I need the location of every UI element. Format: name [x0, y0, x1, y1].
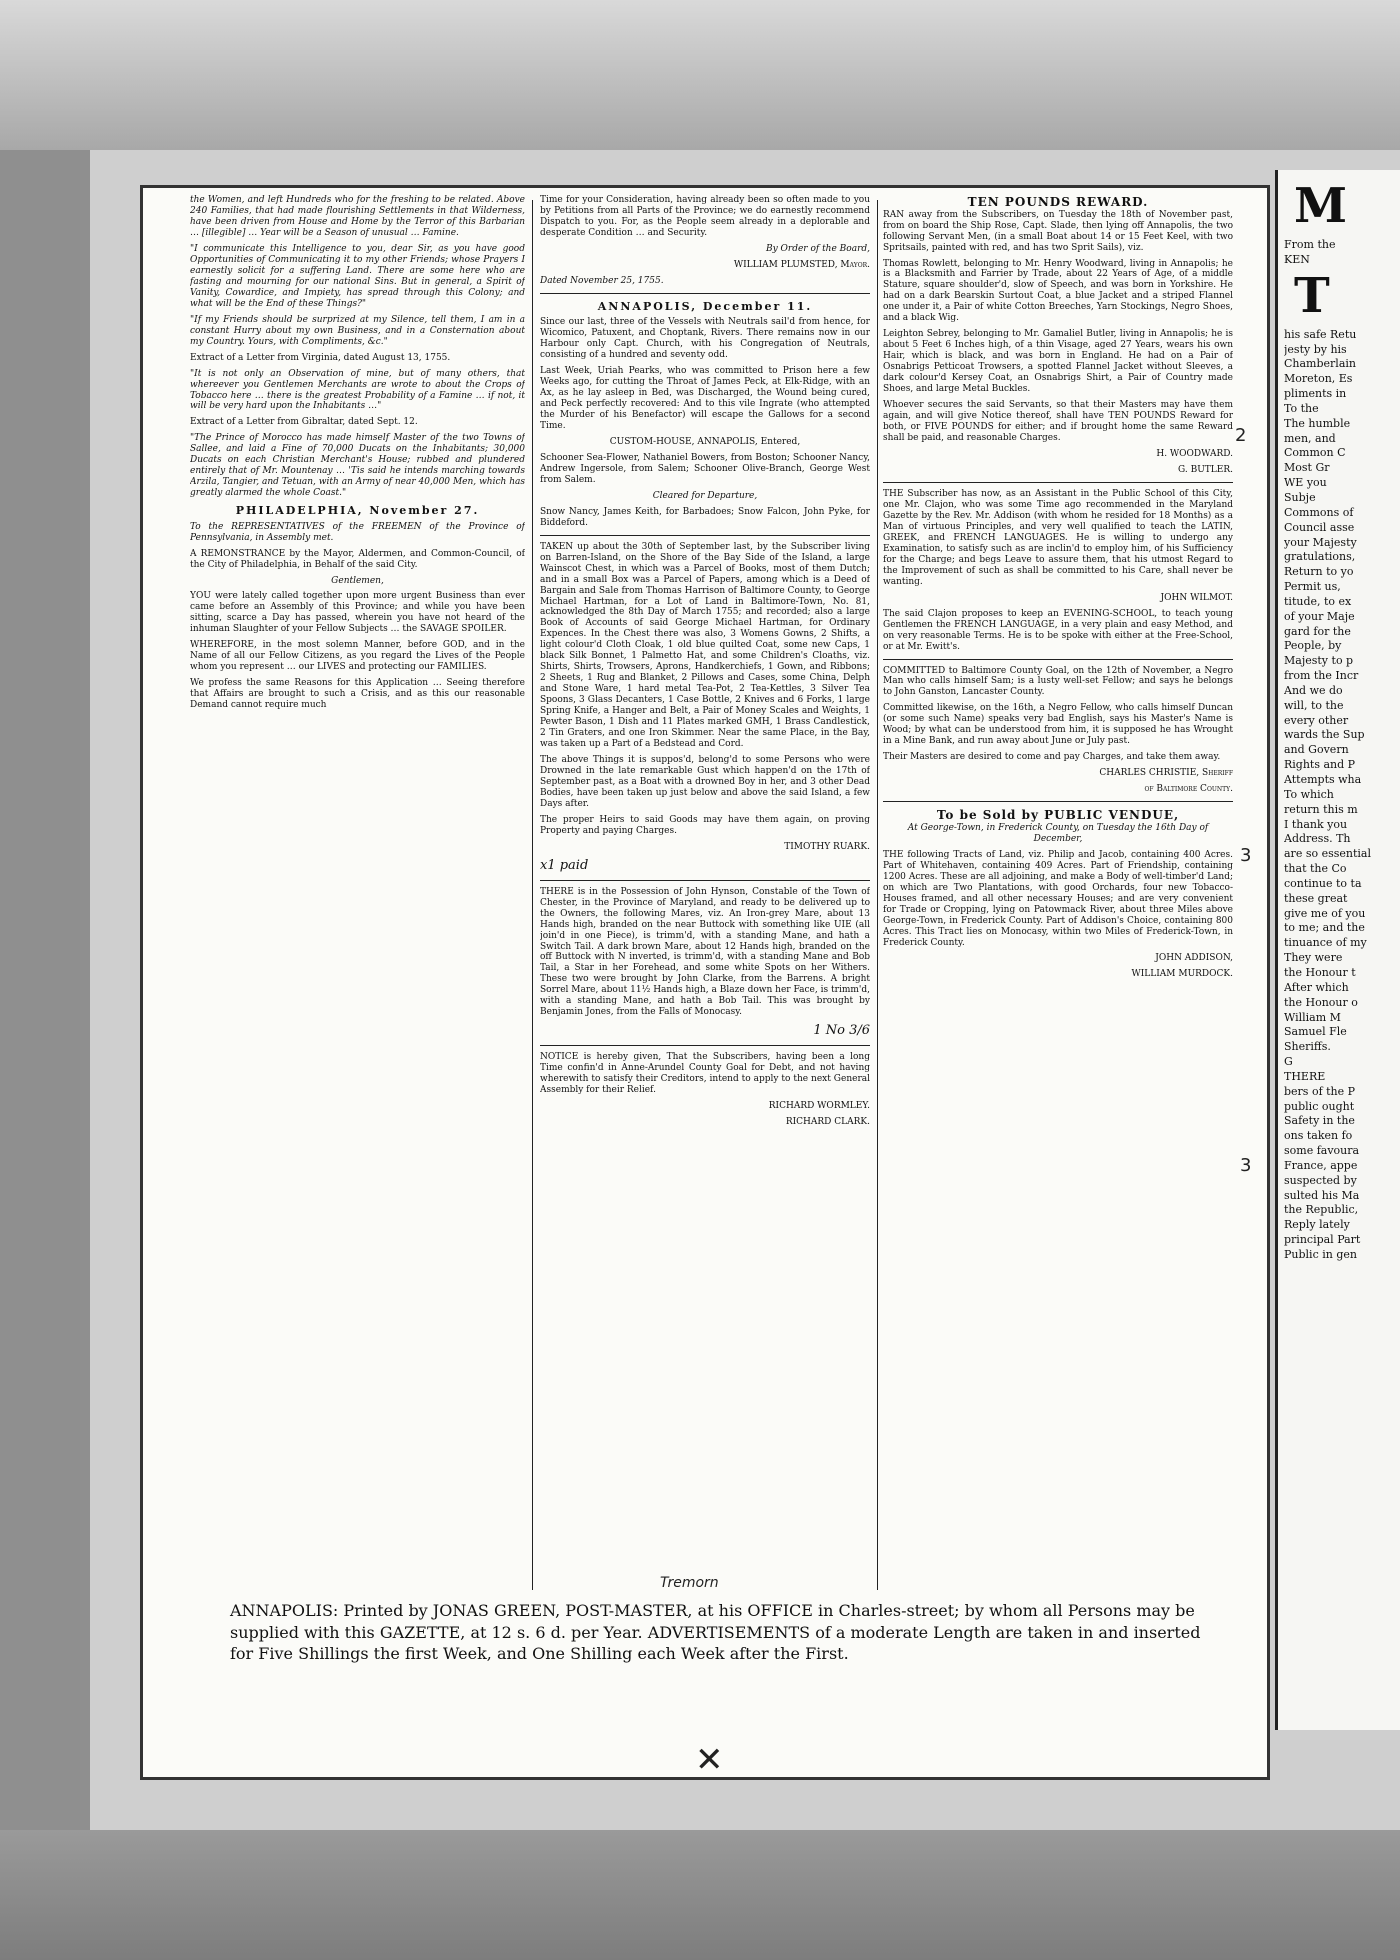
facing-page-masthead-letter: M [1294, 178, 1348, 234]
reward-p3: Leighton Sebrey, belonging to Mr. Gamaliel Butler, living in Annapolis; he is about 5 Feet 6 Inches high, of a thin Visage, aged 27 Years, wears his own Hair, which is black, and was born in England. He had on a Pair of Osnabrigs Petticoat Trowsers, a spotted Flannel Jacket without Sleeves, a dark colour'd Kersey Coat, an Osnabrigs Shirt, a Pair of Country made Shoes, and large Metal Buckles. [883, 329, 1233, 395]
facing-page-line: public ought [1284, 1099, 1355, 1113]
facing-page-line: Subje [1284, 490, 1316, 504]
facing-page-drop-letter: T [1294, 267, 1330, 324]
facing-page-line: jesty by his [1284, 342, 1347, 356]
newspaper-page [140, 185, 1270, 1780]
facing-page-line: KEN [1284, 252, 1310, 266]
reward-body: RAN away from the Subscribers, on Tuesday the 18th of November past, from on board the Ship Rose, Capt. Slade, then lying off Annapolis, the two following Servant Men, (in a small Boat about 14 or 15 Feet Keel, with two Spritsails, painted with red, and has two Sprit Sails), viz. [883, 209, 1233, 253]
facing-page-line: will, to the [1284, 698, 1344, 712]
col1-letter-p2: "If my Friends should be surprized at my Silence, tell them, I am in a constant Hurry about my own Business, and in a Consternation about my Country. Yours, with Compliments, &c." [190, 314, 525, 347]
facing-page-line: continue to ta [1284, 876, 1362, 890]
facing-page-line: Commons of [1284, 505, 1354, 519]
virginia-heading: Extract of a Letter from Virginia, dated August 13, 1755. [190, 352, 451, 363]
facing-page-line: Safety in the [1284, 1114, 1355, 1128]
school-signature: JOHN WILMOT. [1160, 592, 1233, 603]
facing-page-line: Reply lately [1284, 1218, 1350, 1232]
vendue-signature-2: WILLIAM MURDOCK. [1131, 969, 1233, 980]
facing-page-line: Majesty to p [1284, 654, 1354, 668]
annapolis-p1: Since our last, three of the Vessels with Neutrals sail'd from hence, for Wicomico, Patuxent, and Choptank, Rivers. There remains now in our Harbour only Capt. Church, with his Congregation of Neutrals, consisting of a hundred and seventy odd. [540, 317, 870, 361]
facing-page-line: William M [1284, 1010, 1341, 1024]
vendue-title: To be Sold by PUBLIC VENDUE, [936, 808, 1180, 823]
rule [540, 1045, 870, 1046]
facing-page-line: to me; and the [1284, 921, 1365, 935]
facing-page-lines-2 [1284, 328, 1397, 1263]
facing-page-line: gratulations, [1284, 550, 1356, 564]
board-order: By Order of the Board, [765, 243, 870, 254]
facing-page-line: of your Maje [1284, 609, 1355, 623]
rule [540, 535, 870, 536]
reward-p2: Thomas Rowlett, belonging to Mr. Henry Woodward, living in Annapolis; he is a Blacksmith and Farrier by Trade, about 22 Years of Age, of a middle Stature, square shoulder'd, slow of Speech, and was born in Yorkshire. He had on a dark Bearskin Surtout Coat, a blue Jacket and a striped Flannel one under it, a Pair of white Cotton Breeches, Yarn Stockings, Negro Shoes, and a black Wig. [883, 258, 1233, 324]
col2-intro: Time for your Consideration, having already been so often made to you by Petitions from all Parts of the Province; we do earnestly recommend Dispatch to you. For, as the People seem already in a deplorable and desperate Condition … and Security. [540, 195, 870, 238]
handwritten-note: x1 paid [540, 857, 589, 873]
printer-colophon [230, 1600, 1210, 1665]
col1-intro: the Women, and left Hundreds who for the freshing to be related. Above 240 Families, that had made flourishing Settlements in that Wilderness, have been driven from House and Home by the Terror of this Barbarian … [illegible] … Year will be a Season of unusual … Famine. [190, 195, 525, 238]
facing-page-line: every other [1284, 713, 1349, 727]
facing-page-line: Attempts wha [1284, 773, 1362, 786]
rule [883, 482, 1233, 483]
facing-page-line: They were [1284, 951, 1343, 965]
facing-page-line: the Honour o [1284, 995, 1358, 1009]
taken-up-ad-2: The above Things it is suppos'd, belong'd to some Persons who were Drowned in the late remarkable Gust which happen'd on the 17th of September past, as a Boat with a drowned Boy in her, and 3 other Dead Bodies, have been taken up just below and above the said Island, a few Days after. [540, 755, 870, 809]
facing-page-line: Council asse [1284, 520, 1355, 534]
sheriff-signature-2: of Baltimore County. [1144, 784, 1233, 795]
facing-page-line: some favoura [1284, 1144, 1360, 1158]
facing-page-line: To the [1284, 401, 1319, 415]
facing-page-line: Chamberlain [1284, 357, 1356, 371]
entered-vessels: Schooner Sea-Flower, Nathaniel Bowers, from Boston; Schooner Nancy, Andrew Ingersole, from Salem; Schooner Olive-Branch, George West from Salem. [540, 452, 870, 485]
facing-page-line: The humble [1284, 416, 1351, 430]
dated-line: Dated November 25, 1755. [540, 275, 664, 286]
margin-mark-3: 3 [1240, 1155, 1252, 1176]
notice-signature-1: RICHARD WORMLEY. [768, 1101, 870, 1112]
cleared-heading: Cleared for Departure, [652, 490, 758, 501]
facing-page-line: return this m [1284, 802, 1358, 816]
facing-page-line: the Honour t [1284, 965, 1356, 979]
facing-page-line: tinuance of my [1284, 936, 1367, 950]
vendue-sub: At George-Town, in Frederick County, on Tuesday the 16th Day of December, [907, 822, 1209, 844]
facing-page-line: Address. Th [1284, 832, 1351, 846]
remonstrance-title: A REMONSTRANCE by the Mayor, Aldermen, and Common-Council, of the City of Philadelphia, in Behalf of the said City. [190, 548, 525, 570]
notice-ad: NOTICE is hereby given, That the Subscribers, having been a long Time confin'd in Anne-Arundel County Goal for Debt, and not having wherewith to satisfy their Creditors, intend to apply to the next General Assembly for their Relief. [540, 1052, 870, 1096]
facing-page-line: Return to yo [1284, 565, 1354, 579]
facing-page-lines [1284, 238, 1397, 268]
committed-p2: Committed likewise, on the 16th, a Negro Fellow, who calls himself Duncan (or some such Name) speaks very bad English, says his Master's Name is Wood; by what can be understood from him, it is supposed he has Wrought in a Mine Bank, and run away about June or July past. [883, 703, 1233, 747]
scan-background-left [0, 150, 90, 1850]
school-ad: THE Subscriber has now, as an Assistant in the Public School of this City, one Mr. Clajon, who was some Time ago recommended in the Maryland Gazette by the Rev. Mr. Addison (with whom he resided for 18 Months) as a Man of virtuous Principles, and very well qualified to teach the LATIN, GREEK, and FRENCH LANGUAGES. He is willing to undergo any Examination, to satisfy such as are inclin'd to employ him, of his Sufficiency for the Charge; and begs Leave to assure them, that his utmost Regard to the Improvement of such as shall be committed to his Care, shall never be wanting. [883, 488, 1233, 587]
cleared-vessels: Snow Nancy, James Keith, for Barbadoes; Snow Falcon, John Pyke, for Biddeford. [540, 506, 870, 528]
facing-page-line: Samuel Fle [1284, 1025, 1347, 1039]
annapolis-heading: ANNAPOLIS, December 11. [597, 299, 813, 313]
handwritten-bottom: Tremorn [660, 1575, 719, 1591]
facing-page-line: WE you [1284, 476, 1327, 490]
facing-page-line: wards the Sup [1284, 728, 1365, 742]
column-3 [883, 195, 1233, 1590]
column-divider-1 [532, 200, 533, 1590]
customs-heading: CUSTOM-HOUSE, ANNAPOLIS, Entered, [609, 436, 801, 447]
scan-background-top [0, 0, 1400, 150]
rule [540, 880, 870, 881]
facing-page-line: men, and [1284, 431, 1336, 445]
facing-page-line: Moreton, Es [1284, 372, 1353, 386]
vendue-body: THE following Tracts of Land, viz. Philip and Jacob, containing 400 Acres. Part of Whitehaven, containing 409 Acres. Part of Friendship, containing 1200 Acres. These are all adjoining, and make a Body of well-timber'd Land; on which are Two Plantations, with good Orchards, four new Tobacco-Houses framed, and all other necessary Houses; and are very convenient for Trade or Cropping, lying on Patowmack River, about three Miles above George-Town, in Frederick County. Part of Addison's Choice, containing 800 Acres. This Tract lies on Monocasy, within two Miles of Frederick-Town, in Frederick County. [883, 849, 1233, 948]
sheriff-signature-1: CHARLES CHRISTIE, Sheriff [1099, 768, 1233, 779]
facing-page [1275, 170, 1400, 1730]
facing-page-line: are so essential [1284, 847, 1371, 861]
reward-signature-2: G. BUTLER. [1178, 464, 1233, 475]
annapolis-p2: Last Week, Uriah Pearks, who was committed to Prison here a few Weeks ago, for cutting the Throat of James Peck, at Elk-Ridge, with an Ax, as he lay asleep in Bed, was Discharged, the Wound being cured, and Peck perfectly recovered: And to this vile Ingrate (who attempted the Murder of his Benefactor) will escape the Gallows for a second Time. [540, 366, 870, 431]
facing-page-body [1278, 170, 1400, 1271]
facing-page-line: I thank you [1284, 817, 1348, 831]
committed-ad: COMMITTED to Baltimore County Goal, on the 12th of November, a Negro Man who calls himself Sam; is a lusty well-set Fellow; and says he belongs to John Ganston, Lancaster County. [883, 665, 1233, 698]
facing-page-line: his safe Retu [1284, 327, 1357, 341]
remonstrance-body: YOU were lately called together upon more urgent Business than ever came before an Assembly of this Province; and while you have been sitting, scarce a Day has passed, wherein you have not heard of the inhuman Slaughter of your Fellow Subjects … the SAVAGE SPOILER. [190, 591, 525, 635]
margin-mark-2: 3 [1240, 845, 1252, 866]
rule [540, 293, 870, 294]
virginia-text: "It is not only an Observation of mine, but of many others, that whereever you Gentlemen Merchants are wrote to about the Crops of Tobacco here … there is the greatest Probability of a Famine … if not, it will be very hard upon the Inhabitants …" [190, 368, 525, 412]
facing-page-line: from the Incr [1284, 669, 1359, 683]
column-1 [190, 195, 525, 1590]
facing-page-line: Most Gr [1284, 461, 1330, 475]
facing-page-line: Common C [1284, 446, 1346, 460]
rule [883, 801, 1233, 802]
x-mark: ✕ [695, 1740, 724, 1780]
col1-letter-p1: "I communicate this Intelligence to you, dear Sir, as you have good Opportunities of Communicating it to my other Friends; whose Prayers I earnestly solicit for a suffering Land. There are some here who are fasting and mourning for our national Sins. But in general, a Spirit of Vanity, Cowardice, and Impiety, has spread through this Colony; and what will be the End of these Things?" [190, 243, 525, 309]
gibraltar-heading: Extract of a Letter from Gibraltar, dated Sept. 12. [190, 417, 418, 428]
clajon-ad: The said Clajon proposes to keep an EVENING-SCHOOL, to teach young Gentlemen the FRENCH LANGUAGE, in a very plain and easy Method, and on very reasonable Terms. He is to be spoke with either at the Free-School, or at Mr. Ewitt's. [883, 608, 1233, 652]
facing-page-line: your Majesty [1284, 535, 1357, 549]
margin-mark-1: 2 [1235, 425, 1247, 446]
facing-page-line: People, by [1284, 639, 1342, 653]
facing-page-line: Public in gen [1284, 1248, 1357, 1261]
ruark-signature: TIMOTHY RUARK. [784, 841, 870, 852]
facing-page-line: that the Co [1284, 862, 1347, 876]
facing-page-line: pliments in [1284, 387, 1347, 401]
facing-page-line: And we do [1284, 683, 1343, 697]
reward-p4: Whoever secures the said Servants, so that their Masters may have them again, and will give Notice thereof, shall have TEN POUNDS Reward for both, or FIVE POUNDS for either; and if brought home the same Reward shall be paid, and reasonable Charges. [883, 400, 1233, 444]
facing-page-line: give me of you [1284, 906, 1366, 920]
facing-page-line: titude, to ex [1284, 594, 1352, 608]
facing-page-line: Sheriffs. [1284, 1040, 1331, 1054]
facing-page-line: sulted his Ma [1284, 1188, 1360, 1202]
reward-title: TEN POUNDS REWARD. [967, 195, 1149, 209]
facing-page-line: these great [1284, 891, 1348, 905]
colophon-text: ANNAPOLIS: Printed by JONAS GREEN, POST-MASTER, at his OFFICE in Charles-street; by whom all Persons may be supplied with this GAZETTE, at 12 s. 6 d. per Year. ADVERTISEMENTS of a moderate Length are taken in and inserted for Five Shillings the first Week, and One Shilling each Week after the First. [230, 1601, 1201, 1664]
facing-page-line: bers of the P [1284, 1084, 1356, 1098]
committed-p3: Their Masters are desired to come and pay Charges, and take them away. [883, 752, 1221, 763]
reward-signature-1: H. WOODWARD. [1156, 449, 1233, 459]
facing-page-line: ons taken fo [1284, 1129, 1353, 1143]
gibraltar-text: "The Prince of Morocco has made himself Master of the two Towns of Sallee, and laid a Fine of 70,000 Ducats on the Inhabitants; 30,000 Ducats on each Christian Merchant's House; rubbed and plundered entirely that of Mr. Mountenay … 'Tis said he intends marching towards Arzila, Tangier, and Tetuan, with an Army of near 40,000 Men, which has greatly alarmed the whole Coast." [190, 433, 525, 499]
facing-page-line: suspected by [1284, 1173, 1357, 1187]
philadelphia-sub: To the REPRESENTATIVES of the FREEMEN of the Province of Pennsylvania, in Assembly met. [190, 521, 525, 543]
column-2 [540, 195, 870, 1590]
taken-up-ad: TAKEN up about the 30th of September last, by the Subscriber living on Barren-Island, on the Shore of the Bay Side of the Island, a large Wainscot Chest, in which was a Parcel of Books, most of them Dutch; and in a small Box was a Parcel of Papers, among which is a Deed of Bargain and Sale from Thomas Harrison of Baltimore County, to George Michael Hartman, for a Lot of Land in Baltimore-Town, No. 81, acknowledged the 8th Day of March 1755; and recorded; also a large Book of Accounts of said George Michael Hartman, for Ordinary Expences. In the Chest there was also, 3 Womens Gowns, 2 Shifts, a light colour'd Cloth Cloak, 1 old blue quilted Coat, some new Caps, 1 black Silk Bonnet, 1 Palmetto Hat, and some Children's Cloaths, viz. Shirts, Shirts, Trowsers, Aprons, Handkerchiefs, 1 Gown, and Ribbons; 2 Sheets, 1 Rug and Blanket, 2 Pillows and Cases, some China, Delph and Stone Ware, 1 hard metal Tea-Pot, 2 Tea-Kettles, 3 Silver Tea Spoons, 3 Glass Decanters, 1 Case Bottle, 2 Knives and 6 Forks, 1 large Spring Knife, a Hanger and Belt, a Pair of Money Scales and Weights, 1 Pewter Bason, 1 Dish and 11 Plates marked GMH, 1 Brass Candlestick, 2 Tin Graters, and one Iron Skimmer. Near the same Place, in the Bay, was taken up a Part of a Bedstead and Cord. [540, 541, 870, 750]
philadelphia-heading: PHILADELPHIA, November 27. [235, 504, 480, 518]
mayor-signature: WILLIAM PLUMSTED, Mayor. [733, 259, 870, 270]
facing-page-line: France, appe [1284, 1158, 1358, 1172]
mares-ad: THERE is in the Possession of John Hynson, Constable of the Town of Chester, in the Province of Maryland, and ready to be delivered up to the Owners, the following Mares, viz. An Iron-grey Mare, about 13 Hands high, branded on the near Buttock with something like UIE (all join'd in one Piece), is trimm'd, with a standing Mane, and hath a Switch Tail. A dark brown Mare, about 12 Hands high, branded on the off Buttock with N inverted, is trimm'd, with a standing Mane and Bob Tail, a Star in her Forehead, and some white Spots on her Withers. These two were brought by John Clarke, from the Barrens. A bright Sorrel Mare, about 11½ Hands high, a Blaze down her Face, is trimm'd, with a standing Mane, and hath a Bob Tail. This was brought by Benjamin Jones, from the Falls of Monocasy. [540, 886, 870, 1018]
remonstrance-closing: We profess the same Reasons for this Application … Seeing therefore that Affairs are brought to such a Crisis, and as this our reasonable Demand cannot require much [190, 678, 525, 711]
facing-page-line: the Republic, [1284, 1203, 1359, 1217]
facing-page-line: principal Part [1284, 1233, 1361, 1247]
taken-up-ad-3: The proper Heirs to said Goods may have them again, on proving Property and paying Charges. [540, 814, 870, 836]
facing-page-line: After which [1284, 980, 1349, 994]
facing-page-line: To which [1284, 787, 1334, 801]
vendue-signature-1: JOHN ADDISON, [1155, 953, 1233, 964]
facing-page-line: THERE [1284, 1069, 1326, 1083]
gentlemen-salutation: Gentlemen, [331, 575, 384, 586]
wherefore-paragraph: WHEREFORE, in the most solemn Manner, before GOD, and in the Name of all our Fellow Citizens, as you regard the Lives of the People whom you represent … our LIVES and protecting our FAMILIES. [190, 640, 525, 673]
facing-page-line: G [1284, 1055, 1293, 1069]
facing-page-line: gard for the [1284, 624, 1351, 638]
facing-page-line: From the [1284, 238, 1336, 251]
facing-page-line: and Govern [1284, 743, 1349, 757]
column-divider-2 [877, 200, 878, 1590]
scan-background-bottom [0, 1830, 1400, 1960]
facing-page-line: Rights and P [1284, 758, 1356, 772]
rule [883, 659, 1233, 660]
facing-page-line: Permit us, [1284, 580, 1341, 594]
notice-signature-2: RICHARD CLARK. [785, 1117, 870, 1127]
handwritten-note-2: 1 No 3/6 [813, 1023, 870, 1039]
